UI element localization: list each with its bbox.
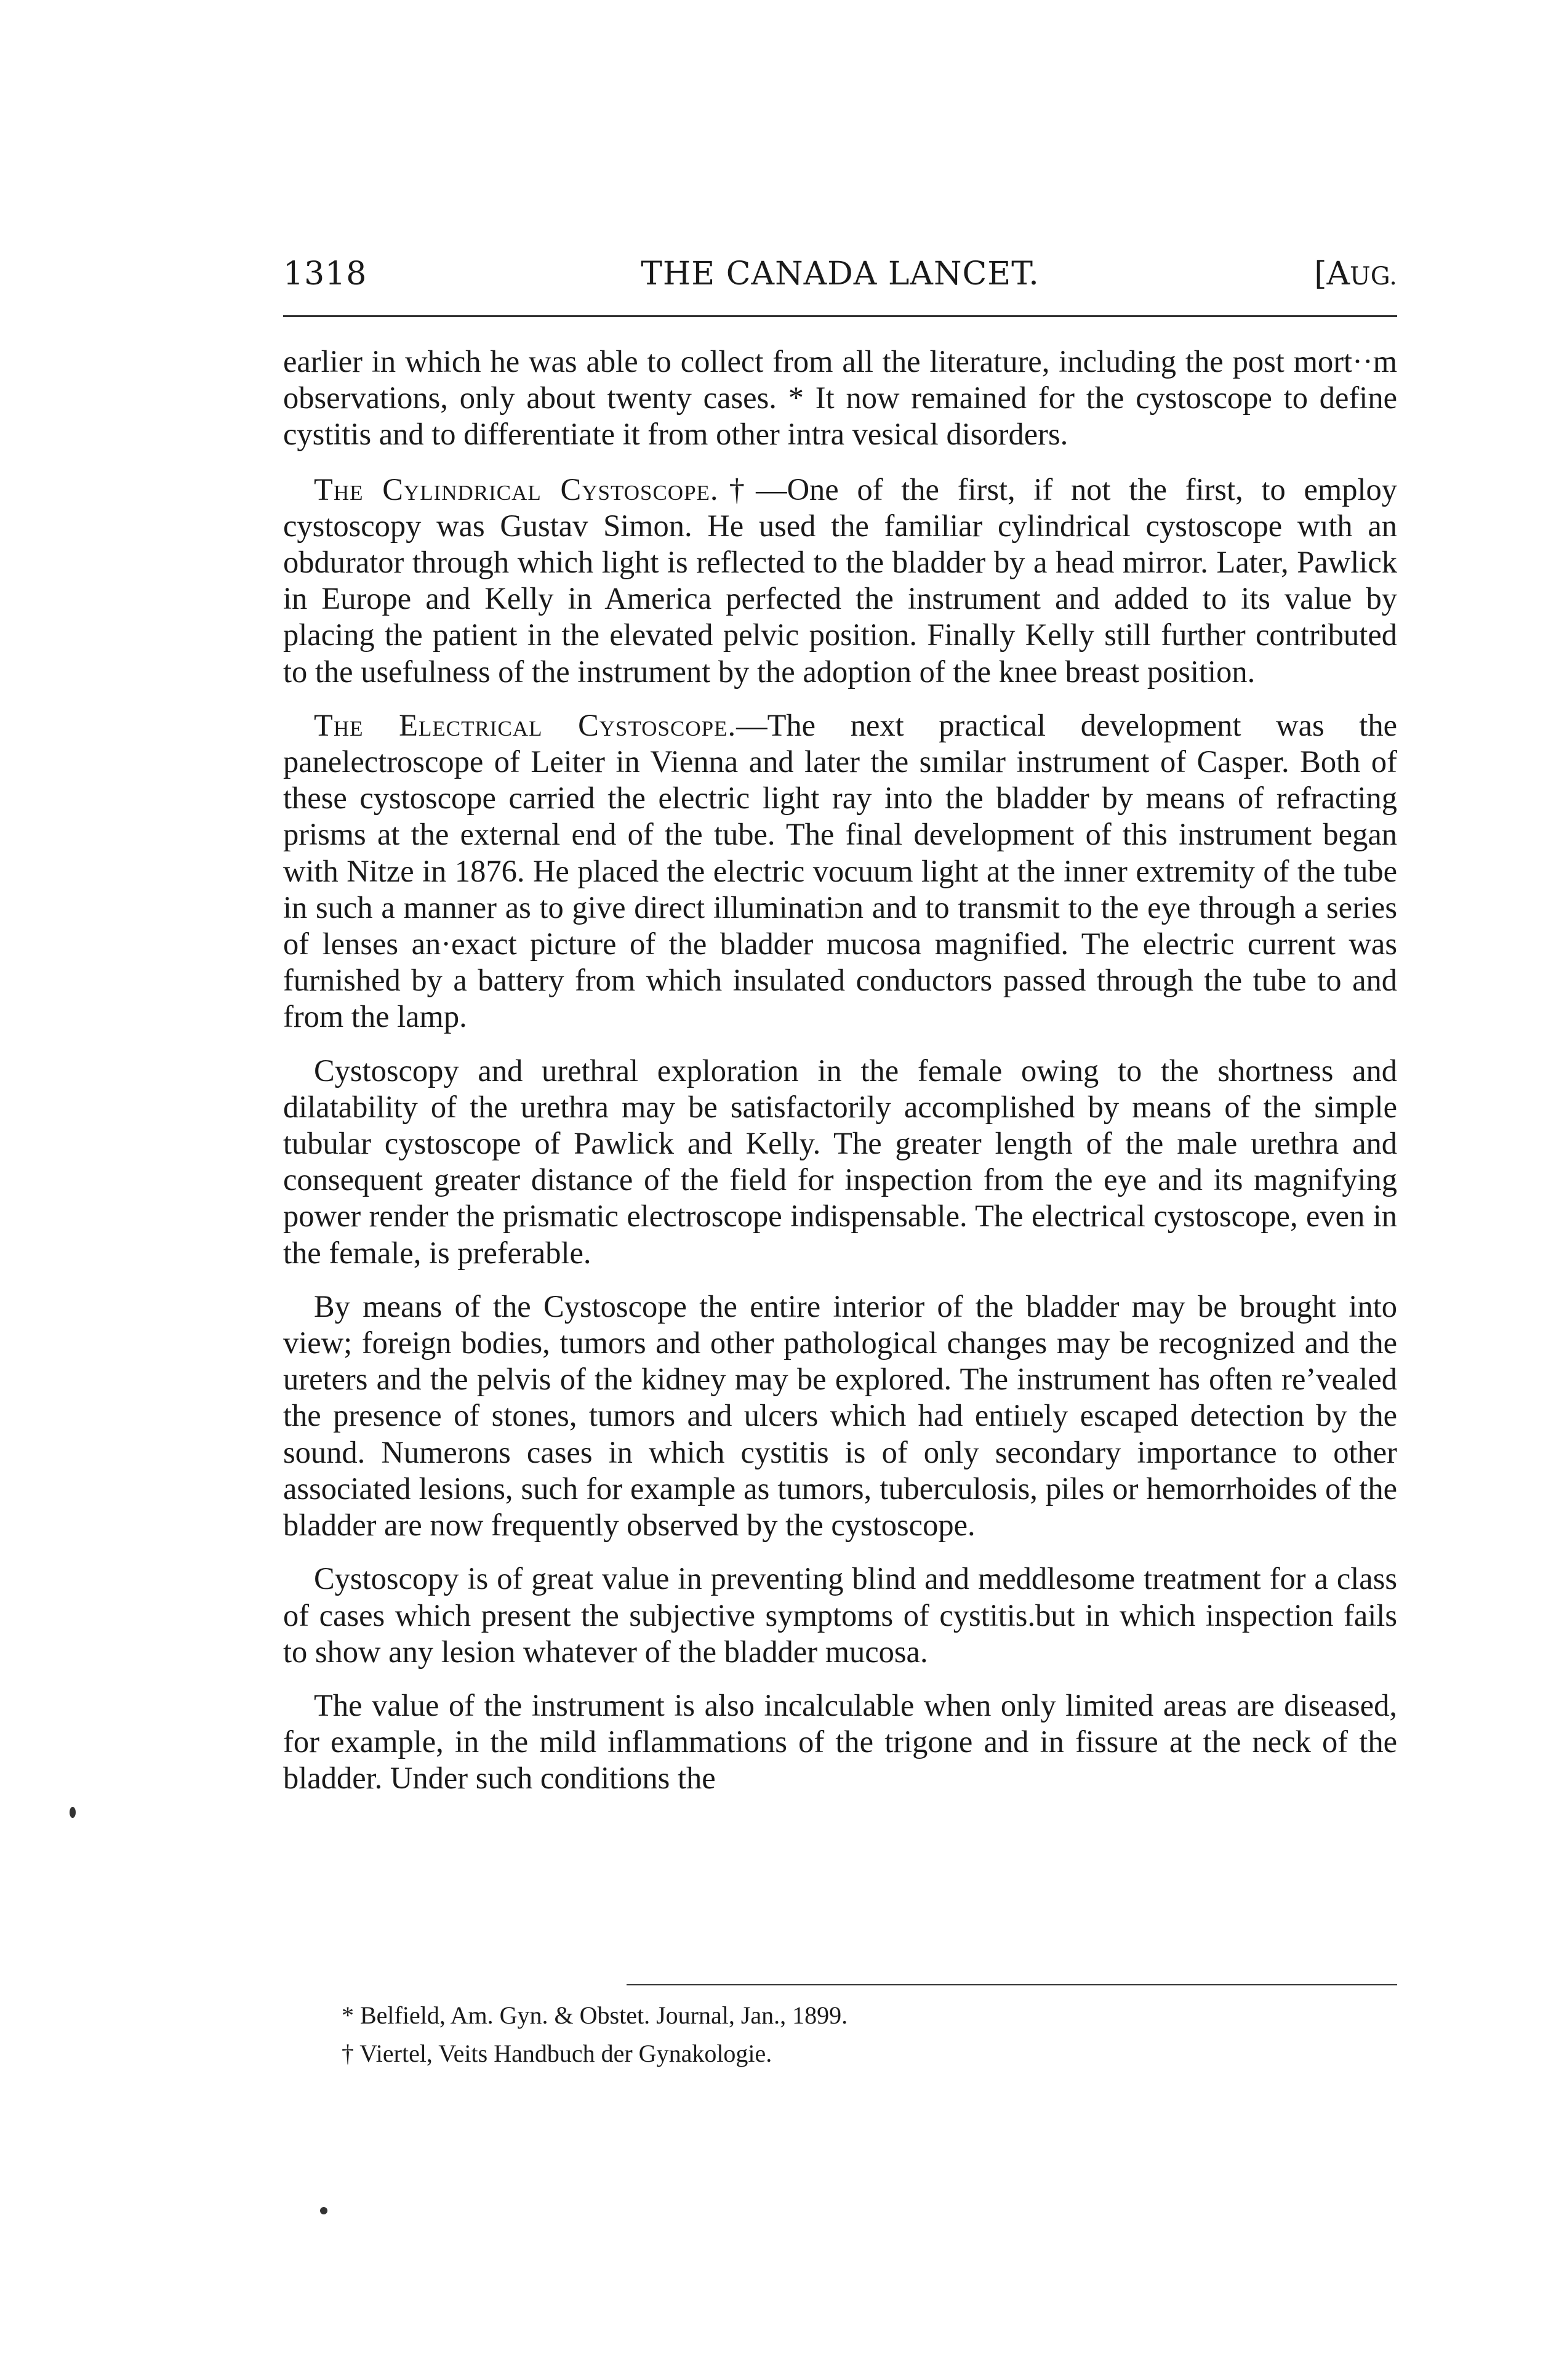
header-rule [283,315,1397,317]
paragraph: Cystoscopy and urethral exploration in the female owing to the shortness and dilatability of the urethra may be satisfactorily accomplished by means of the simple tubular cystoscope of Pawlick and Kelly. The greater length of the male urethra and consequent greater distance of the field for inspection from the eye and its magnifying power render the prismatic electroscope indispensable. The electrical cystoscope, even in the female, is preferable. [283,1053,1397,1270]
page-number: 1318 [283,255,367,292]
footnote-rule [627,1984,1397,1985]
body-text [283,344,1397,1814]
section-cylindrical-cystoscope [283,472,1397,690]
section-heading: The Cylindrical Cystoscope.† [314,472,756,507]
section-text: —The next practical development was the panelectroscope of Leiter in Vienna and later the sımilar instrument of Casper. Both of these cystoscope carried the electric light ray into the bladder by means of refracting prisms at the external end of the tube. The final development of this instrument began with Nitze in 1876. He placed the electric vocuum light at the inner extremity of the tube in such a manner as to give direct illuminatiɔn and to transmit to the eye through a series of lenses an·exact picture of the bladder mucosa magnified. The electric current was furnished by a battery from which insulated conductors passed through the tube to and from the lamp. [283,707,1397,1034]
footnotes [342,1996,1388,2073]
footnote: * Belfield, Am. Gyn. & Obstet. Journal, Jan., 1899. [342,2001,848,2029]
paragraph: Cystoscopy is of great value in preventing blind and meddlesome treatment for a class of cases which present the subjective symptoms of cystitis.but in which inspection fails to show any lesion whatever of the bladder mucosa. [283,1561,1397,1669]
paragraph-continued: earlier in which he was able to collect from all the literature, including the post mort··m observations, only about twenty cases. * It now remained for the cystoscope to define cystitis and to differentiate it from other intra vesical disorders. [283,344,1397,452]
running-header [283,249,1397,299]
paragraph: The value of the instrument is also incalculable when only limited areas are diseased, for example, in the mild inflammations of the trigone and in fissure at the neck of the bladder. Under such conditions the [283,1687,1397,1796]
section-heading: The Electrical Cystoscope. [314,707,737,742]
ink-speck [320,2207,327,2214]
ink-speck [70,1807,76,1818]
footnote: † Viertel, Veits Handbuch der Gynakologie. [342,2040,772,2067]
section-electrical-cystoscope [283,707,1397,1035]
paragraph: By means of the Cystoscope the entire interior of the bladder may be brought into view; foreign bodies, tumors and other pathological changes may be recognized and the ureters and the pelvis of the kidney may be explored. The instrument has often re’vealed the presence of stones, tumors and ulcers which had entiıely escaped detection by the sound. Numerons cases in which cystitis is of only secondary importance to other associated lesions, such for example as tumors, tuberculosis, piles or hemorrhoides of the bladder are now frequently observed by the cystoscope. [283,1288,1397,1543]
month-bracket: [A [1314,255,1350,292]
journal-title: THE CANADA LANCET. [641,255,1040,292]
section-text: —One of the first, if not the first, to employ cystoscopy was Gustav Simon. He used the familiar cylindrical cystoscope wıth an obdurator through which light is reflected to the bladder by a head mirror. Later, Pawlick in Europe and Kelly in America perfected the instrument and added to its value by placing the patient in the elevated pelvic position. Finally Kelly still further contributed to the usefulness of the instrument by the adoption of the knee breast position. [283,472,1397,689]
month-rest: UG. [1350,262,1397,291]
running-month [1314,249,1397,301]
